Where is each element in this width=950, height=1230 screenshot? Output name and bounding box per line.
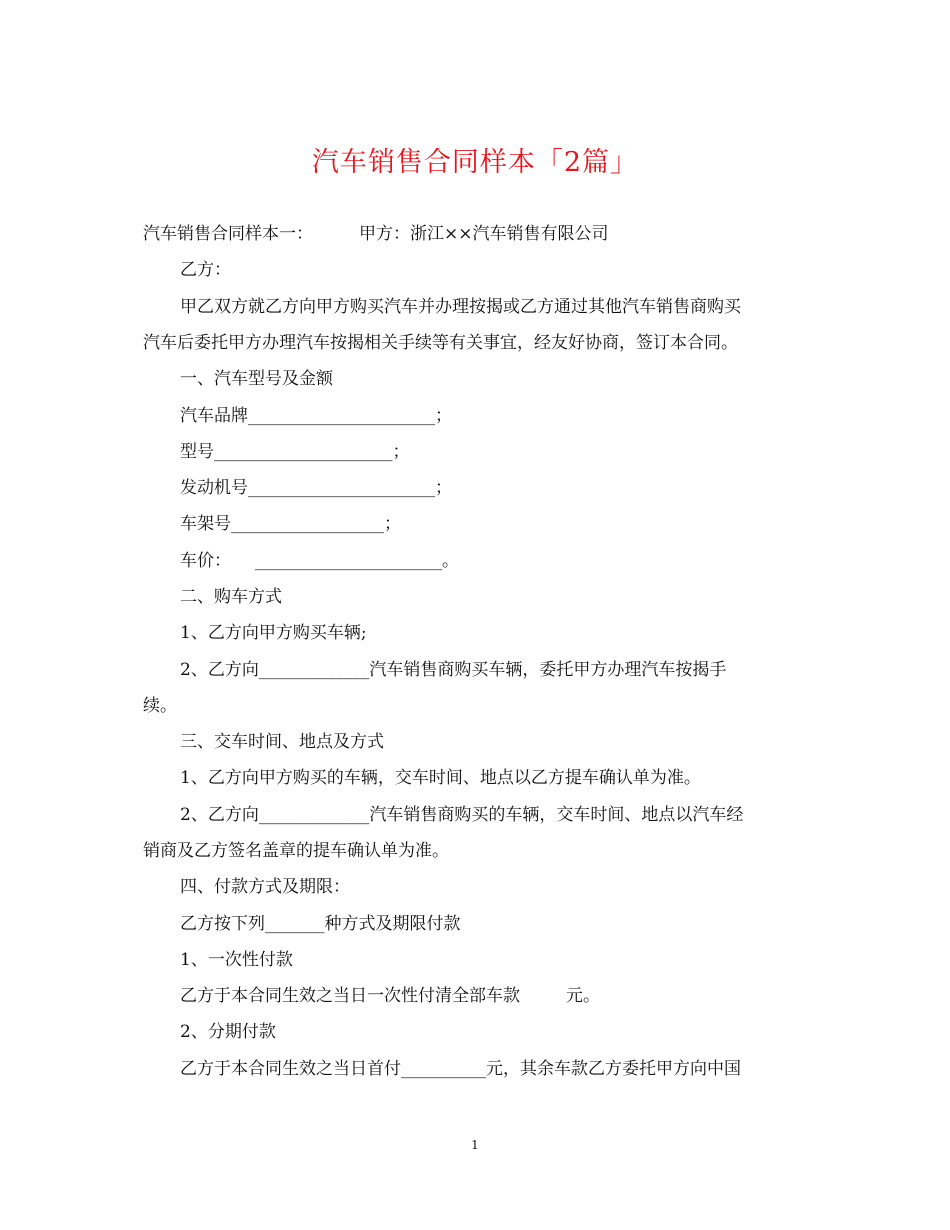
document-title: 汽车销售合同样本「2篇」 (311, 147, 639, 178)
section-4-item-1: 1、一次性付款 (180, 950, 293, 970)
section-2-item-1: 1、乙方向甲方购买车辆; (180, 623, 367, 643)
price-line (180, 549, 459, 573)
section-4-heading: 四、付款方式及期限： (180, 877, 350, 897)
header-line (143, 222, 609, 246)
price-label: 车价： (180, 551, 231, 571)
intro-line-2: 汽车后委托甲方办理汽车按揭相关手续等有关事宜，经友好协商，签订本合同。 (143, 333, 738, 353)
section-3-item-2-cont: 销商及乙方签名盖章的提车确认单为准。 (143, 841, 449, 861)
intro-line-1: 甲乙双方就乙方向甲方购买汽车并办理按揭或乙方通过其他汽车销售商购买 (180, 297, 741, 317)
section-4-intro: 乙方按下列_______种方式及期限付款 (180, 914, 461, 934)
price-blank: ______________________。 (255, 551, 459, 571)
section-2-item-2-cont: 续。 (143, 696, 177, 716)
model-line: 型号_____________________； (180, 442, 410, 462)
page-number: 1 (471, 1138, 479, 1152)
lump-sum-end: 元。 (566, 986, 600, 1006)
section-3-heading: 三、交车时间、地点及方式 (180, 732, 384, 752)
section-4-item-2: 2、分期付款 (180, 1022, 276, 1042)
party-a: 甲方：浙江××汽车销售有限公司 (359, 224, 609, 244)
section-3-item-2: 2、乙方向_____________汽车销售商购买的车辆，交车时间、地点以汽车经 (180, 805, 744, 825)
lump-sum-line (180, 984, 600, 1008)
section-3-item-1: 1、乙方向甲方购买的车辆，交车时间、地点以乙方提车确认单为准。 (180, 768, 701, 788)
brand-line: 汽车品牌______________________； (180, 406, 452, 426)
party-b-line: 乙方： (180, 260, 231, 280)
sample-label: 汽车销售合同样本一： (143, 224, 313, 244)
frame-line: 车架号__________________； (180, 514, 401, 534)
lump-sum-text: 乙方于本合同生效之当日一次性付清全部车款 (180, 986, 520, 1006)
section-2-item-2: 2、乙方向_____________汽车销售商购买车辆，委托甲方办理汽车按揭手 (180, 660, 727, 680)
engine-line: 发动机号______________________； (180, 478, 452, 498)
section-1-heading: 一、汽车型号及金额 (180, 369, 333, 389)
section-2-heading: 二、购车方式 (180, 587, 282, 607)
installment-line: 乙方于本合同生效之当日首付__________元，其余车款乙方委托甲方向中国 (180, 1059, 741, 1079)
